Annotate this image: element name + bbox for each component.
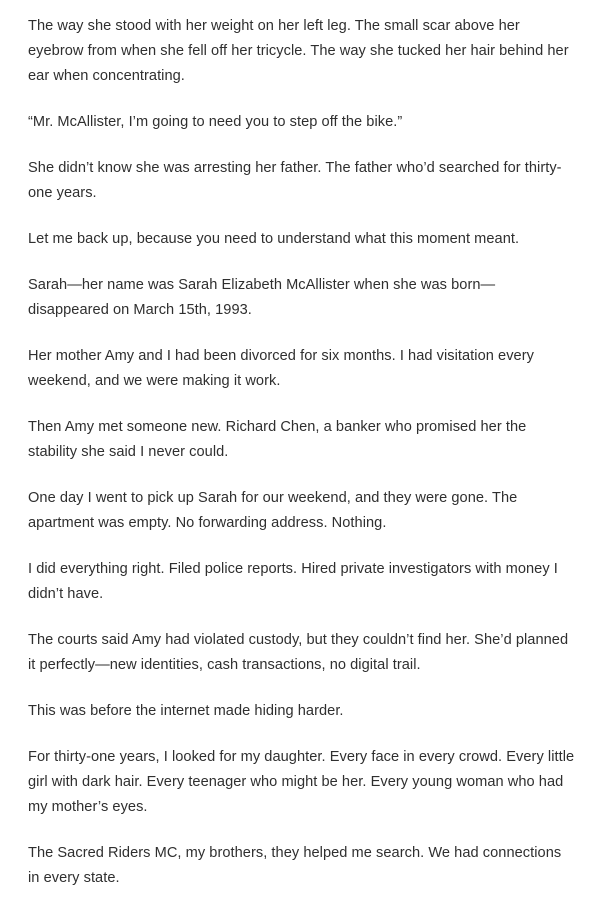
paragraph-6: Her mother Amy and I had been divorced for six months. I had visitation every weekend, and we were making it work. (28, 348, 534, 389)
paragraph-12: For thirty-one years, I looked for my daughter. Every face in every crowd. Every little girl with dark hair. Every teenager who might be her. Every young woman who had my mother’s eyes. (28, 749, 575, 815)
paragraph-7: Then Amy met someone new. Richard Chen, a banker who promised her the stability she said I never could. (28, 419, 527, 460)
article-body (28, 14, 576, 912)
paragraph-1: The way she stood with her weight on her left leg. The small scar above her eyebrow from when she fell off her tricycle. The way she tucked her hair behind her ear when concentrating. (28, 18, 569, 84)
paragraph-8: One day I went to pick up Sarah for our weekend, and they were gone. The apartment was empty. No forwarding address. Nothing. (28, 490, 518, 531)
paragraph-11: This was before the internet made hiding harder. (28, 703, 344, 719)
paragraph-4: Let me back up, because you need to understand what this moment meant. (28, 231, 520, 247)
paragraph-3: She didn’t know she was arresting her father. The father who’d searched for thirty-one years. (28, 160, 562, 201)
paragraph-9: I did everything right. Filed police reports. Hired private investigators with money I didn’t have. (28, 561, 558, 602)
paragraph-2: “Mr. McAllister, I’m going to need you to step off the bike.” (28, 114, 403, 130)
paragraph-13: The Sacred Riders MC, my brothers, they helped me search. We had connections in every state. (28, 845, 562, 886)
paragraph-5: Sarah—her name was Sarah Elizabeth McAllister when she was born—disappeared on March 15th, 1993. (28, 277, 496, 318)
paragraph-10: The courts said Amy had violated custody, but they couldn’t find her. She’d planned it perfectly—new identities, cash transactions, no digital trail. (28, 632, 569, 673)
